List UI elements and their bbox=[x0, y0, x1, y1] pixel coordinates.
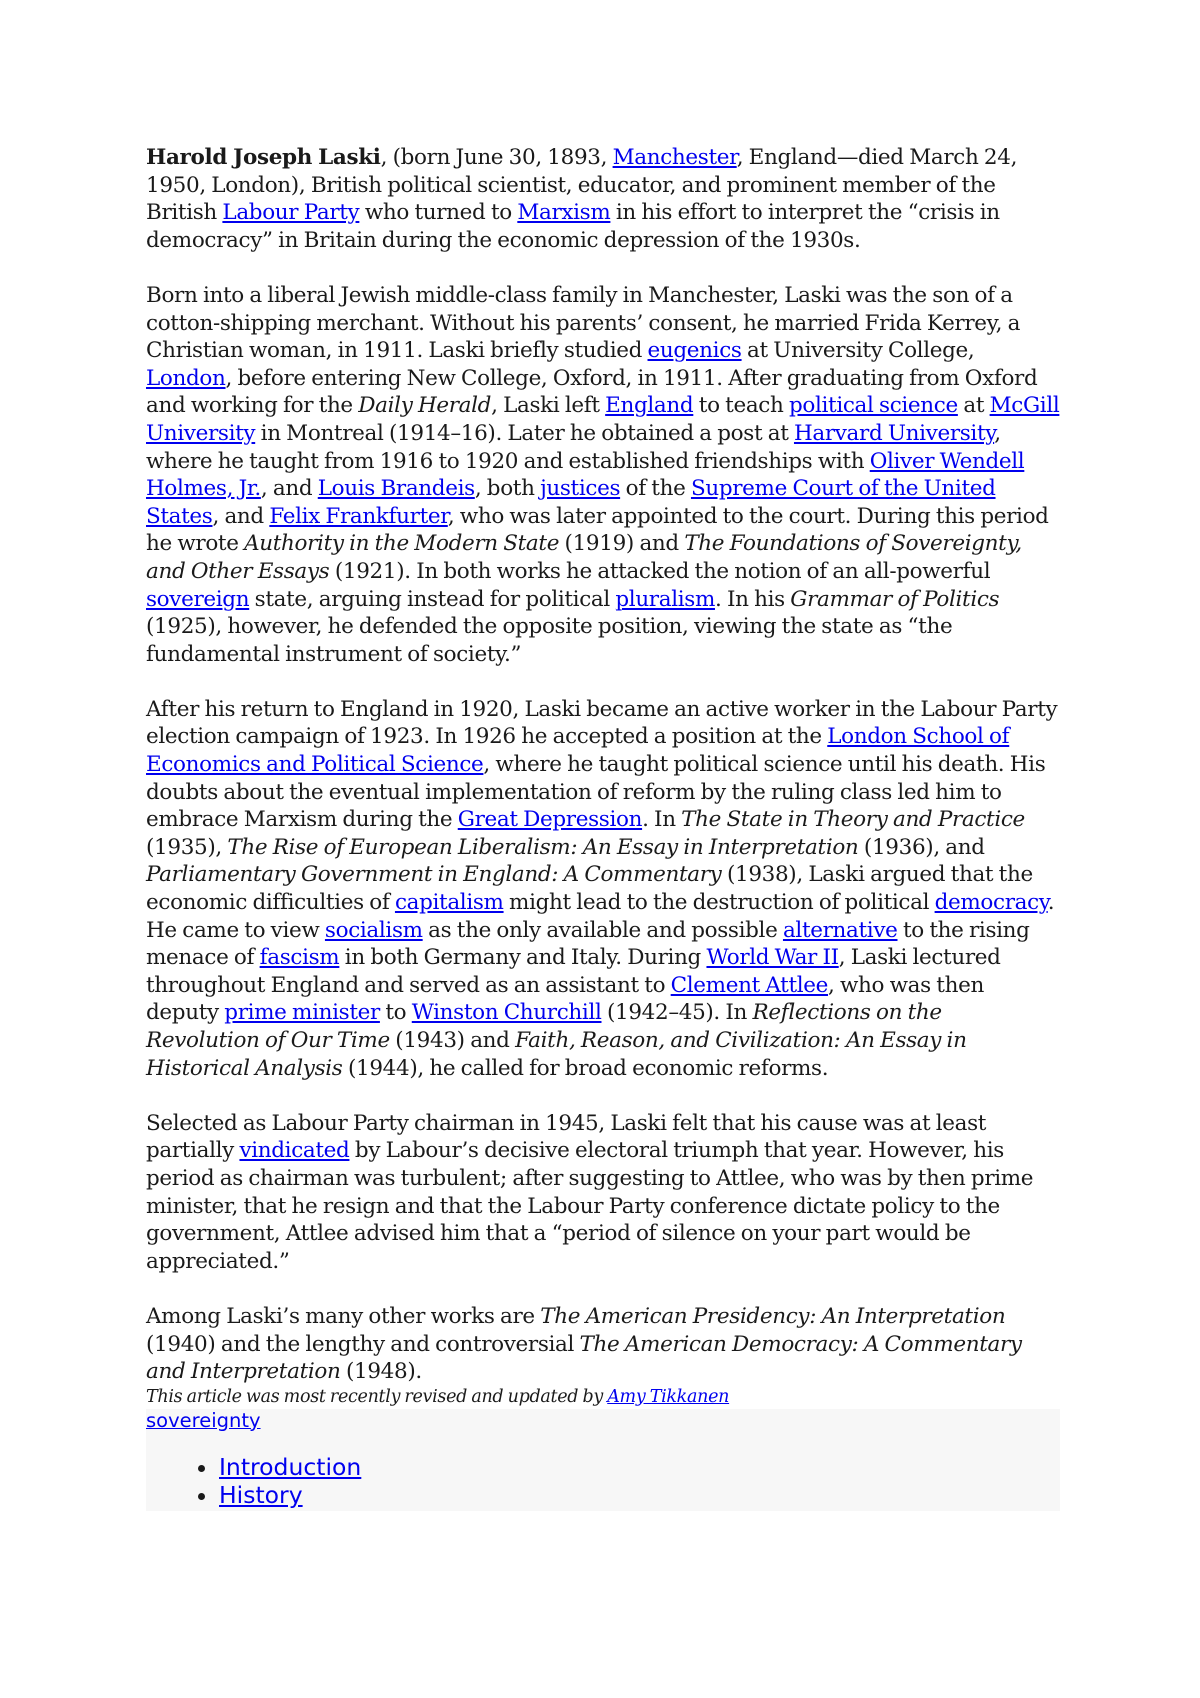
link-oliver-wendell-holmes[interactable]: Oliver Wendell Holmes, Jr. bbox=[146, 448, 1025, 502]
work-title: Reflections on the Revolution of Our Time bbox=[146, 1000, 942, 1053]
list-item bbox=[219, 1453, 1060, 1481]
text: at University College, bbox=[741, 338, 975, 364]
link-alternative[interactable]: alternative bbox=[782, 917, 898, 943]
link-democracy[interactable]: democracy bbox=[934, 890, 1048, 916]
link-marxism[interactable]: Marxism bbox=[517, 200, 611, 226]
link-political-science[interactable]: political science bbox=[788, 393, 958, 419]
revision-credit bbox=[146, 1386, 1060, 1409]
link-fascism[interactable]: fascism bbox=[259, 945, 340, 971]
link-winston-churchill[interactable]: Winston Churchill bbox=[411, 1000, 602, 1026]
link-lse[interactable]: London School of Economics and Political Science bbox=[146, 724, 1010, 778]
text: (1944), he called for broad economic reforms. bbox=[342, 1055, 829, 1081]
link-labour-party[interactable]: Labour Party bbox=[222, 200, 360, 226]
work-title: The American Democracy: A Commentary and Interpretation bbox=[146, 1331, 1022, 1385]
text: , before entering New College, Oxford, in 1911. After graduating from Oxford and working for the bbox=[146, 365, 1038, 419]
text: (1940) and the lengthy and controversial bbox=[146, 1331, 580, 1357]
link-eugenics[interactable]: eugenics bbox=[647, 338, 742, 364]
text: (1919) and bbox=[559, 531, 685, 557]
text: in both Germany and Italy. During bbox=[339, 945, 707, 971]
paragraph-early-life bbox=[146, 282, 1060, 668]
list-item bbox=[219, 1481, 1060, 1509]
text: in Montreal (1914–16). Later he obtained a post at bbox=[255, 420, 794, 446]
work-title: Daily Herald bbox=[358, 393, 492, 419]
text: , Laski lectured throughout England and served as an assistant to bbox=[146, 945, 1001, 998]
text: (1943) and bbox=[389, 1028, 516, 1053]
text: by Labour’s decisive electoral triumph that year. However, his period as chairman was turbulent; after suggesting to Attlee, who was by then prime minister, that he resign and that the Labour Party conference dictate policy to the government, Attlee advised him that a “period of silence on your part would be appreciated.” bbox=[146, 1138, 1034, 1274]
text: to the rising menace of bbox=[146, 917, 1030, 971]
text: , who was later appointed to the court. During this period he wrote bbox=[146, 503, 1049, 557]
work-title: Authority in the Modern State bbox=[244, 531, 560, 557]
text: , (born June 30, 1893, bbox=[380, 145, 613, 170]
text: of the bbox=[620, 476, 691, 502]
link-author[interactable]: Amy Tikkanen bbox=[607, 1386, 730, 1407]
text: , Laski left bbox=[491, 393, 606, 419]
link-sovereign[interactable]: sovereign bbox=[146, 586, 250, 612]
work-title: The American Presidency: An Interpretation bbox=[540, 1303, 1006, 1329]
text: Among Laski’s many other works are bbox=[146, 1303, 541, 1329]
text: might lead to the destruction of political bbox=[503, 890, 935, 916]
link-capitalism[interactable]: capitalism bbox=[394, 890, 504, 916]
link-prime-minister[interactable]: prime minister bbox=[224, 1000, 380, 1026]
text: (1948). bbox=[340, 1359, 422, 1385]
text: After his return to England in 1920, Laski became an active worker in the Labour Party election campaign of 1923. In 1926 he accepted a position at the bbox=[146, 696, 1058, 750]
paragraph-career bbox=[146, 696, 1060, 1082]
link-history[interactable]: History bbox=[219, 1480, 303, 1509]
subject-name: Harold Joseph Laski bbox=[146, 145, 381, 170]
related-topic-box bbox=[146, 1409, 1060, 1511]
text: , and bbox=[212, 503, 270, 529]
text: , where he taught from 1916 to 1920 and established friendships with bbox=[146, 420, 1001, 474]
text: . In bbox=[642, 807, 682, 833]
link-pluralism[interactable]: pluralism bbox=[615, 586, 715, 612]
text: , England—died March 24, 1950, London), British political scientist, educator, and prominent member of the British bbox=[146, 145, 1018, 226]
link-clement-attlee[interactable]: Clement Attlee bbox=[670, 972, 829, 998]
paragraph-other-works bbox=[146, 1303, 1060, 1386]
work-title: Grammar of Politics bbox=[790, 586, 1000, 612]
link-louis-brandeis[interactable]: Louis Brandeis bbox=[317, 476, 475, 502]
link-manchester[interactable]: Manchester bbox=[612, 145, 737, 170]
work-title: Faith, Reason, and Civilization: An Essay in Historical Analysis bbox=[146, 1028, 967, 1081]
text: Selected as Labour Party chairman in 1945, Laski felt that his cause was at least partially bbox=[146, 1110, 987, 1164]
text: as the only available and possible bbox=[422, 917, 783, 943]
article bbox=[146, 144, 1060, 1511]
text: (1921). In both works he attacked the notion of an all-powerful bbox=[329, 558, 991, 584]
text: , and bbox=[260, 476, 318, 502]
text: at bbox=[957, 393, 990, 419]
text: (1935), bbox=[146, 834, 228, 860]
work-title: The State in Theory and Practice bbox=[681, 807, 1025, 833]
text: , where he taught political science until his death. His doubts about the eventual implementation of reform by the ruling class led him to embrace Marxism during the bbox=[146, 752, 1046, 833]
text: (1942–45). In bbox=[601, 1000, 753, 1026]
link-felix-frankfurter[interactable]: Felix Frankfurter bbox=[269, 503, 448, 529]
text: (1936), and bbox=[858, 834, 985, 860]
text: in his effort to interpret the “crisis in democracy” in Britain during the economic depression of the 1930s. bbox=[146, 200, 1000, 253]
text: to teach bbox=[693, 393, 789, 419]
text: (1925), however, he defended the opposite position, viewing the state as “the fundamental instrument of society.” bbox=[146, 614, 953, 667]
link-supreme-court[interactable]: Supreme Court of the United States bbox=[146, 476, 996, 529]
link-world-war-ii[interactable]: World War II bbox=[706, 945, 839, 971]
link-england[interactable]: England bbox=[605, 393, 694, 419]
work-title: Parliamentary Government in England: A Commentary bbox=[146, 862, 722, 888]
related-topic-list bbox=[146, 1453, 1060, 1509]
link-mcgill-university[interactable]: McGill University bbox=[146, 393, 1060, 446]
link-harvard-university[interactable]: Harvard University bbox=[793, 420, 995, 446]
text: . He came to view bbox=[146, 890, 1055, 943]
text: to bbox=[379, 1000, 412, 1026]
credit-text: This article was most recently revised and updated by bbox=[146, 1386, 608, 1407]
link-great-depression[interactable]: Great Depression bbox=[457, 807, 643, 833]
paragraph-chairman bbox=[146, 1110, 1060, 1276]
link-london[interactable]: London bbox=[146, 365, 226, 391]
text: who turned to bbox=[359, 200, 518, 226]
text: Born into a liberal Jewish middle-class family in Manchester, Laski was the son of a cotton-shipping merchant. Without his parents’ consent, he married Frida Kerrey, a Christian woman, in 1911. Laski briefly studied bbox=[146, 282, 1021, 364]
work-title: The Foundations of Sovereignty, and Other Essays bbox=[146, 531, 1022, 584]
related-topic-link[interactable]: sovereignty bbox=[146, 1408, 261, 1432]
paragraph-intro bbox=[146, 144, 1060, 254]
link-introduction[interactable]: Introduction bbox=[219, 1452, 362, 1481]
text: , who was then deputy bbox=[146, 972, 984, 1026]
text: . In his bbox=[714, 586, 791, 612]
link-socialism[interactable]: socialism bbox=[324, 917, 423, 943]
work-title: The Rise of European Liberalism: An Essay in Interpretation bbox=[227, 834, 859, 860]
link-justices[interactable]: justices bbox=[540, 476, 621, 502]
text: (1938), Laski argued that the economic difficulties of bbox=[146, 862, 1033, 916]
text: state, arguing instead for political bbox=[249, 586, 616, 612]
link-vindicated[interactable]: vindicated bbox=[239, 1138, 350, 1164]
text: , both bbox=[474, 476, 541, 502]
